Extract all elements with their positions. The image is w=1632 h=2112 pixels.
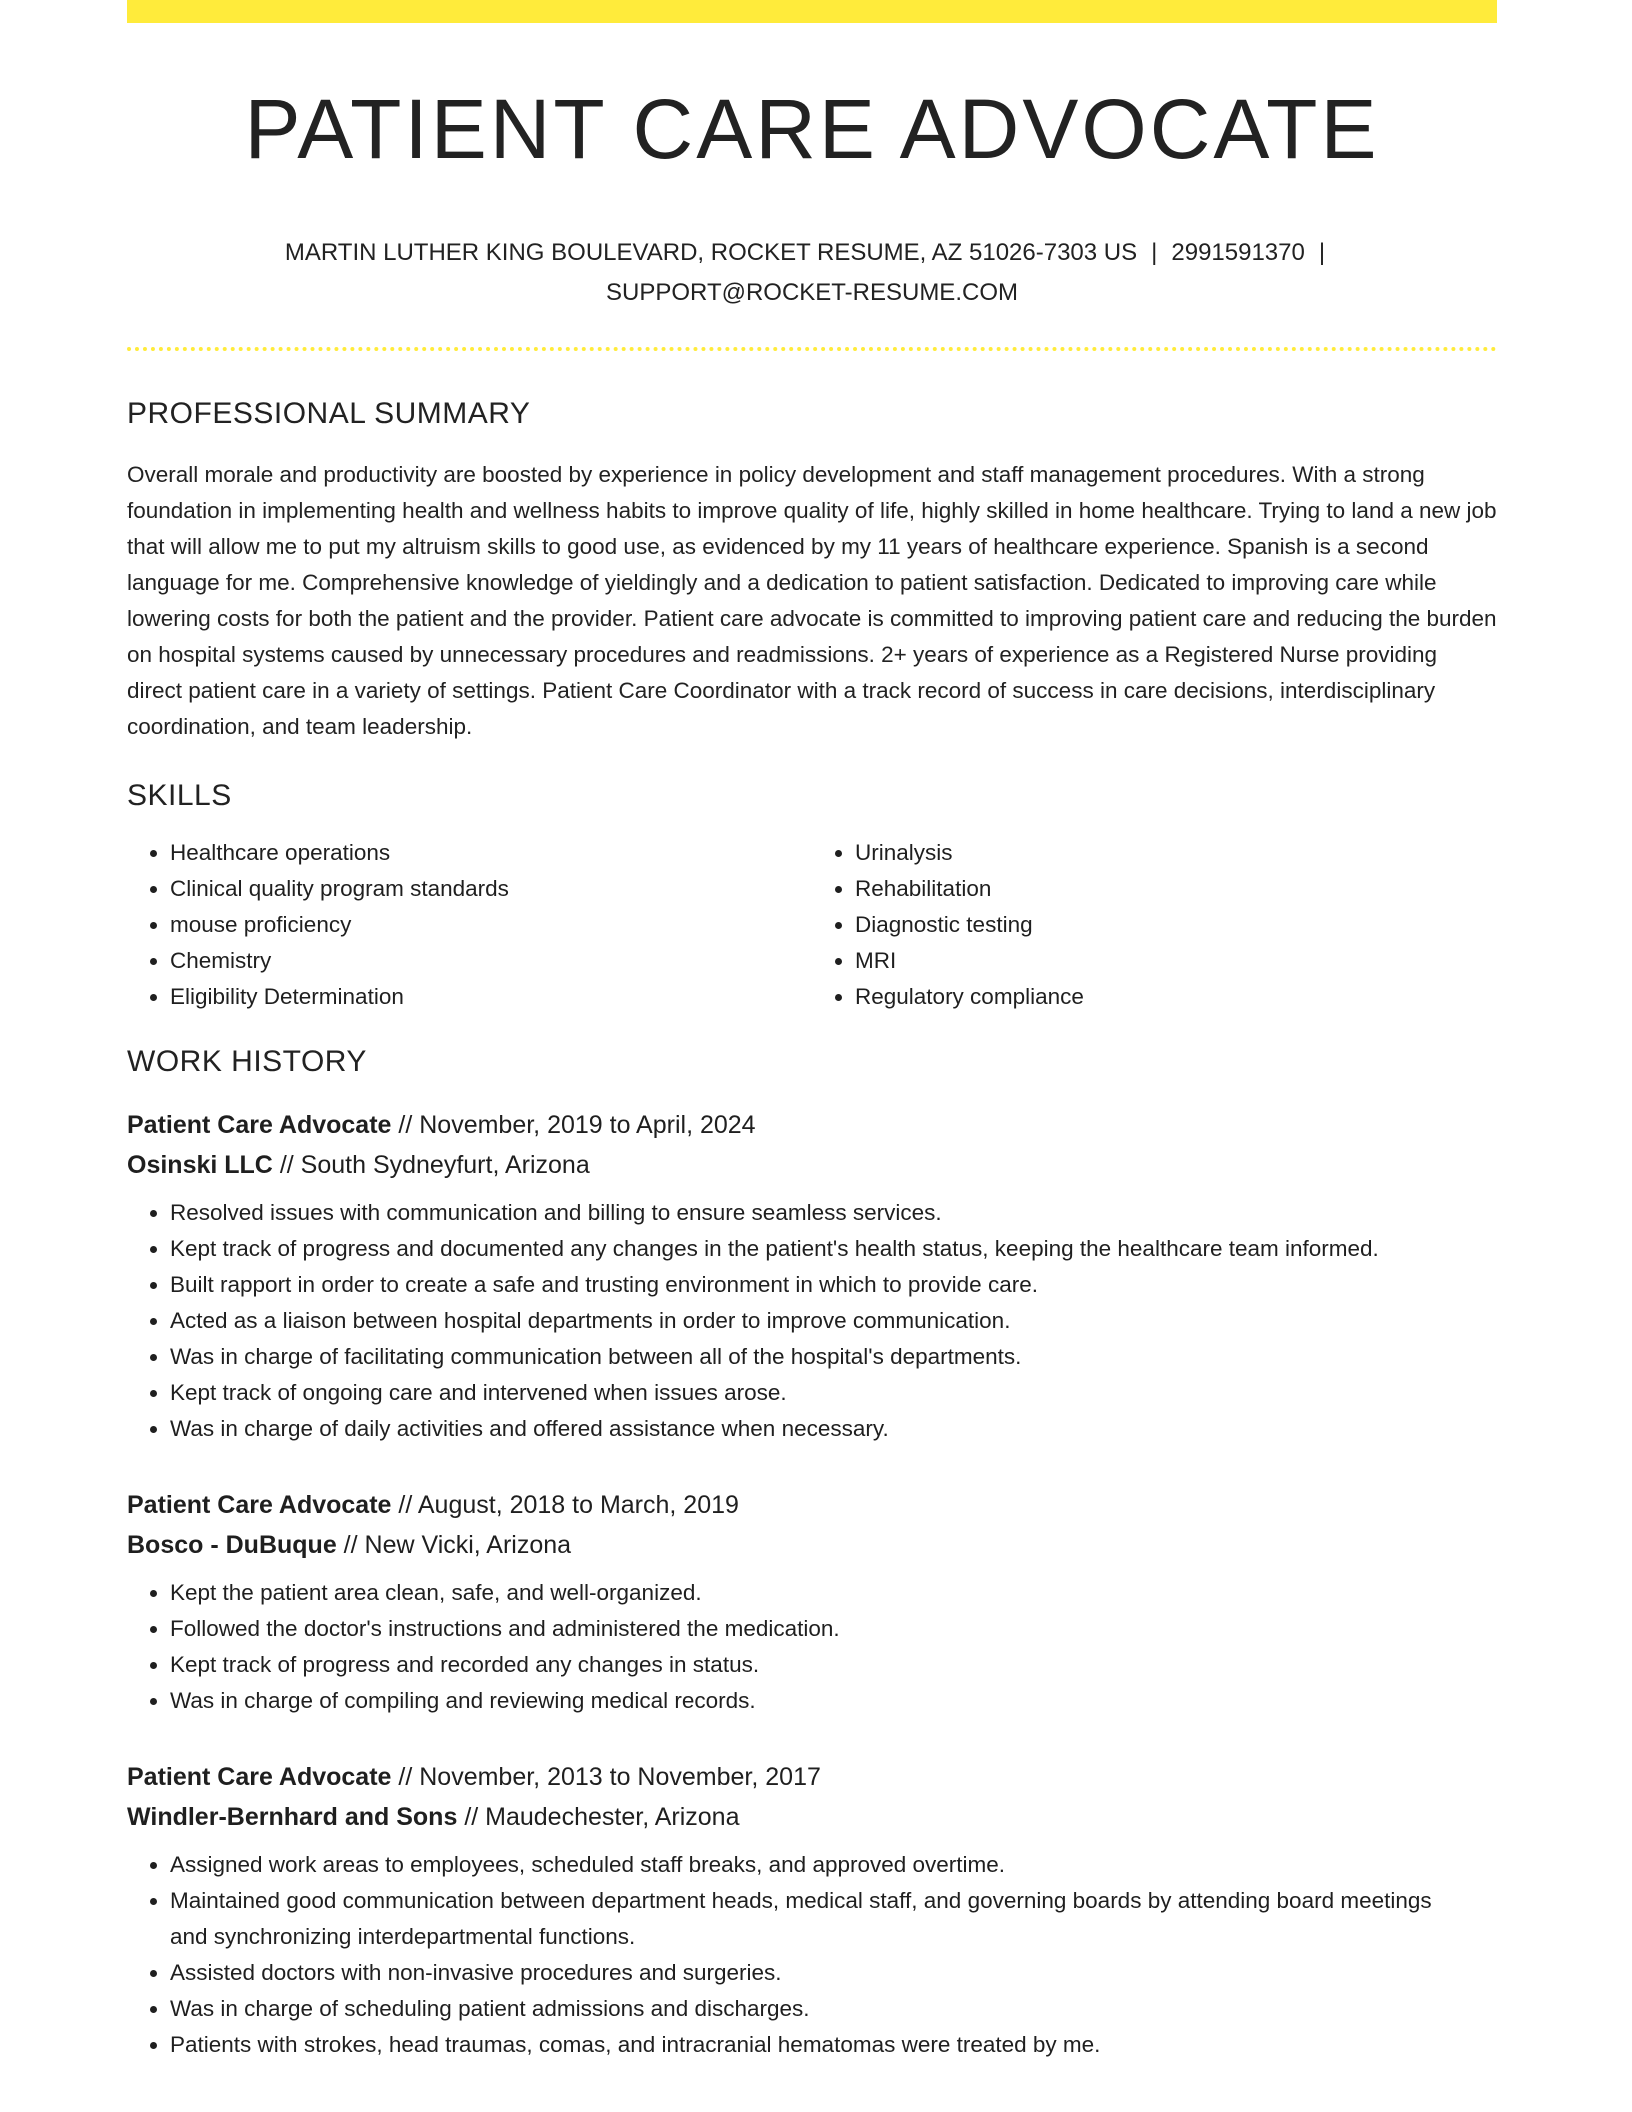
job-dates: // November, 2013 to November, 2017 bbox=[398, 1763, 821, 1792]
skills-column-right bbox=[812, 835, 1497, 1015]
job-bullets bbox=[127, 1575, 1497, 1719]
job-bullet: • Acted as a liaison between hospital departments in order to improve communication. bbox=[170, 1303, 1497, 1339]
job-role: Patient Care Advocate bbox=[127, 1111, 392, 1140]
job-company-line bbox=[127, 1525, 1497, 1565]
job-role: Patient Care Advocate bbox=[127, 1491, 392, 1520]
skill-item: • mouse proficiency bbox=[170, 907, 812, 943]
skill-item: • MRI bbox=[855, 943, 1497, 979]
skills-section bbox=[127, 779, 1497, 1015]
job-bullet: • Assisted doctors with non-invasive procedures and surgeries. bbox=[170, 1955, 1497, 1991]
skill-item: • Eligibility Determination bbox=[170, 979, 812, 1015]
contact-separator: | bbox=[1151, 239, 1158, 267]
job-bullet: • Kept track of progress and documented any changes in the patient's health status, keeping the healthcare team informed. bbox=[170, 1231, 1497, 1267]
job-title-line bbox=[127, 1485, 1497, 1525]
job-title-line bbox=[127, 1757, 1497, 1797]
job-bullet: • Kept track of ongoing care and intervened when issues arose. bbox=[170, 1375, 1497, 1411]
job-bullet: • Assigned work areas to employees, scheduled staff breaks, and approved overtime. bbox=[170, 1847, 1497, 1883]
job-company: Bosco - DuBuque bbox=[127, 1531, 337, 1560]
job-company: Osinski LLC bbox=[127, 1151, 273, 1180]
contact-email: SUPPORT@ROCKET-RESUME.COM bbox=[606, 279, 1018, 307]
dotted-divider bbox=[127, 347, 1497, 351]
skills-column-left bbox=[127, 835, 812, 1015]
contact-address: MARTIN LUTHER KING BOULEVARD, ROCKET RESUME, AZ 51026-7303 US bbox=[284, 239, 1138, 267]
job-bullet: • Kept the patient area clean, safe, and well-organized. bbox=[170, 1575, 1497, 1611]
job-location: // New Vicki, Arizona bbox=[343, 1531, 572, 1560]
work-history-section bbox=[127, 1045, 1497, 2063]
contact-phone: 2991591370 bbox=[1171, 239, 1305, 267]
job-bullet: • Was in charge of daily activities and offered assistance when necessary. bbox=[170, 1411, 1497, 1447]
skill-item: • Clinical quality program standards bbox=[170, 871, 812, 907]
skill-item: • Regulatory compliance bbox=[855, 979, 1497, 1015]
skill-item: • Diagnostic testing bbox=[855, 907, 1497, 943]
professional-summary-section bbox=[127, 397, 1497, 745]
job-bullet: • Kept track of progress and recorded any changes in status. bbox=[170, 1647, 1497, 1683]
section-title-work-history: WORK HISTORY bbox=[127, 1045, 367, 1079]
candidate-name: PATIENT CARE ADVOCATE bbox=[244, 82, 1380, 176]
job-location: // South Sydneyfurt, Arizona bbox=[279, 1151, 590, 1180]
summary-text: Overall morale and productivity are boosted by experience in policy development and staff management procedures. With a strong foundation in implementing health and wellness habits to improve quality of life, highly skilled in home healthcare. Trying to land a new job that will allow me to put my altruism skills to good use, as evidenced by my 11 years of healthcare experience. Spanish is a second language for me. Comprehensive knowledge of yieldingly and a dedication to patient satisfaction. Dedicated to improving care while lowering costs for both the patient and the provider. Patient care advocate is committed to improving patient care and reducing the burden on hospital systems caused by unnecessary procedures and readmissions. 2+ years of experience as a Registered Nurse providing direct patient care in a variety of settings. Patient Care Coordinator with a track record of success in care decisions, interdisciplinary coordination, and team leadership. bbox=[127, 462, 1497, 740]
contact-separator: | bbox=[1318, 239, 1326, 267]
skill-item: • Healthcare operations bbox=[170, 835, 812, 871]
job-bullet: • Built rapport in order to create a safe and trusting environment in which to provide care. bbox=[170, 1267, 1497, 1303]
job-bullet: • Followed the doctor's instructions and administered the medication. bbox=[170, 1611, 1497, 1647]
job-bullet: • Maintained good communication between department heads, medical staff, and governing boards by attending board meetings and synchronizing interdepartmental functions. bbox=[170, 1883, 1497, 1955]
skill-item: • Chemistry bbox=[170, 943, 812, 979]
job-bullet: • Was in charge of facilitating communication between all of the hospital's departments. bbox=[170, 1339, 1497, 1375]
job-bullets bbox=[127, 1195, 1497, 1447]
job-bullet: • Resolved issues with communication and billing to ensure seamless services. bbox=[170, 1195, 1497, 1231]
job-role: Patient Care Advocate bbox=[127, 1763, 392, 1792]
skill-item: • Rehabilitation bbox=[855, 871, 1497, 907]
job-bullet: • Was in charge of scheduling patient admissions and discharges. bbox=[170, 1991, 1497, 2027]
job-entry bbox=[127, 1105, 1497, 1447]
skill-item: • Urinalysis bbox=[855, 835, 1497, 871]
job-company: Windler-Bernhard and Sons bbox=[127, 1803, 458, 1832]
job-company-line bbox=[127, 1797, 1497, 1837]
job-dates: // August, 2018 to March, 2019 bbox=[398, 1491, 739, 1520]
job-bullets bbox=[127, 1847, 1497, 2063]
job-company-line bbox=[127, 1145, 1497, 1185]
resume-page bbox=[127, 0, 1497, 2063]
job-entry bbox=[127, 1485, 1497, 1719]
job-entry bbox=[127, 1757, 1497, 2063]
job-location: // Maudechester, Arizona bbox=[464, 1803, 740, 1832]
section-title-skills: SKILLS bbox=[127, 779, 232, 813]
job-bullet: • Patients with strokes, head traumas, comas, and intracranial hematomas were treated by me. bbox=[170, 2027, 1497, 2063]
job-bullet: • Was in charge of compiling and reviewing medical records. bbox=[170, 1683, 1497, 1719]
job-title-line bbox=[127, 1105, 1497, 1145]
accent-top-bar bbox=[127, 0, 1497, 23]
job-dates: // November, 2019 to April, 2024 bbox=[398, 1111, 756, 1140]
section-title-summary: PROFESSIONAL SUMMARY bbox=[127, 397, 531, 431]
contact-info bbox=[127, 233, 1497, 313]
skills-grid bbox=[127, 835, 1497, 1015]
